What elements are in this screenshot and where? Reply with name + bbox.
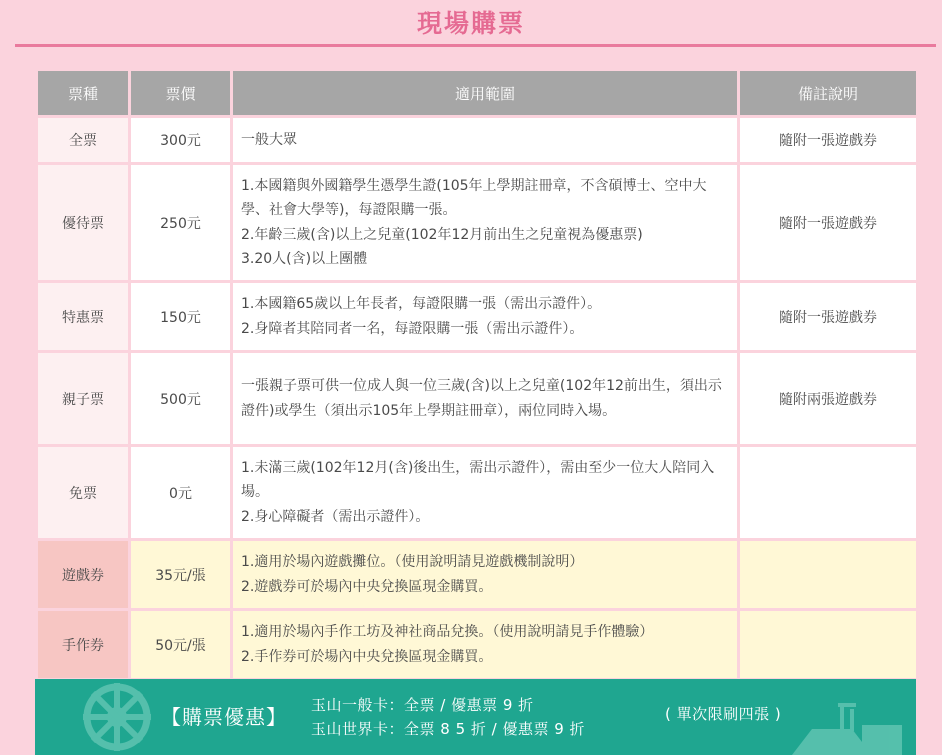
promo-limit: ( 單次限刷四張 )	[665, 705, 782, 723]
ticket-note: 隨附一張遊戲券	[739, 282, 918, 352]
scope-line: 1.適用於場內手作工坊及神社商品兌換。（使用說明請見手作體驗）	[241, 624, 654, 640]
ticket-price: 0元	[130, 446, 232, 540]
ticket-price: 250元	[130, 164, 232, 282]
scope-line: 一張親子票可供一位成人與一位三歲(含)以上之兒童(102年12前出生，須出示證件)或學生（須出示105年上學期註冊章），兩位同時入場。	[241, 378, 722, 419]
promo-offer-line: 玉山世界卡：全票 8 5 折 / 優惠票 9 折	[311, 720, 586, 738]
ticket-price: 300元	[130, 117, 232, 164]
ticket-price: 50元/張	[130, 610, 232, 680]
table-header-row	[37, 70, 918, 117]
promo-banner	[35, 679, 916, 755]
ticket-type: 優待票	[37, 164, 130, 282]
ticket-scope	[232, 540, 739, 610]
header-scope: 適用範圍	[232, 70, 739, 117]
scope-line: 1.未滿三歲(102年12月(含)後出生，需出示證件），需由至少一位大人陪同入場。	[241, 459, 715, 501]
promo-offers	[311, 693, 585, 741]
ticket-scope	[232, 610, 739, 680]
ticket-type: 特惠票	[37, 282, 130, 352]
scope-line: 1.本國籍65歲以上年長者，每證限購一張（需出示證件）。	[241, 296, 602, 312]
table-row	[37, 446, 918, 540]
scope-line: 2.年齡三歲(含)以上之兒童(102年12月前出生之兒童視為優惠票)	[241, 226, 643, 243]
shrine-emblem-icon	[75, 679, 159, 755]
scope-line: 1.適用於場內遊戲攤位。（使用說明請見遊戲機制說明）	[241, 554, 584, 570]
ticket-scope	[232, 352, 739, 446]
table-row	[37, 282, 918, 352]
scope-line: 2.手作券可於場內中央兌換區現金購買。	[241, 648, 493, 665]
ticket-table	[35, 68, 919, 681]
ticket-note	[739, 610, 918, 680]
ticket-scope	[232, 282, 739, 352]
title-divider	[15, 44, 936, 47]
ticket-note: 隨附一張遊戲券	[739, 164, 918, 282]
ticket-scope	[232, 164, 739, 282]
promo-label: 【購票優惠】	[161, 705, 287, 729]
page-title: 現場購票	[416, 9, 525, 38]
scope-line: 2.身障者其陪同者一名，每證限購一張（需出示證件）。	[241, 320, 584, 337]
table-row	[37, 610, 918, 680]
ticket-note	[739, 446, 918, 540]
scope-line: 一般大眾	[241, 131, 297, 148]
ticket-type: 免票	[37, 446, 130, 540]
table-row	[37, 117, 918, 164]
ticket-scope	[232, 117, 739, 164]
header-price: 票價	[130, 70, 232, 117]
ticket-type: 遊戲券	[37, 540, 130, 610]
ticket-type: 親子票	[37, 352, 130, 446]
shrine-building-icon	[792, 699, 902, 755]
scope-line: 2.遊戲券可於場內中央兌換區現金購買。	[241, 578, 493, 595]
ticket-price: 35元/張	[130, 540, 232, 610]
ticket-type: 全票	[37, 117, 130, 164]
ticket-note: 隨附一張遊戲券	[739, 117, 918, 164]
ticket-note: 隨附兩張遊戲券	[739, 352, 918, 446]
promo-offer-line: 玉山一般卡：全票 / 優惠票 9 折	[311, 696, 534, 714]
table-row	[37, 164, 918, 282]
ticket-price: 500元	[130, 352, 232, 446]
table-row	[37, 540, 918, 610]
table-row	[37, 352, 918, 446]
ticket-type: 手作券	[37, 610, 130, 680]
scope-line: 1.本國籍與外國籍學生憑學生證(105年上學期註冊章，不含碩博士、空中大學、社會大學等)，每證限購一張。	[241, 177, 707, 218]
scope-line: 2.身心障礙者（需出示證件）。	[241, 508, 430, 525]
ticket-note	[739, 540, 918, 610]
ticket-price: 150元	[130, 282, 232, 352]
scope-line: 3.20人(含)以上團體	[241, 251, 368, 267]
header-note: 備註說明	[739, 70, 918, 117]
ticket-scope	[232, 446, 739, 540]
header-ticket-type: 票種	[37, 70, 130, 117]
